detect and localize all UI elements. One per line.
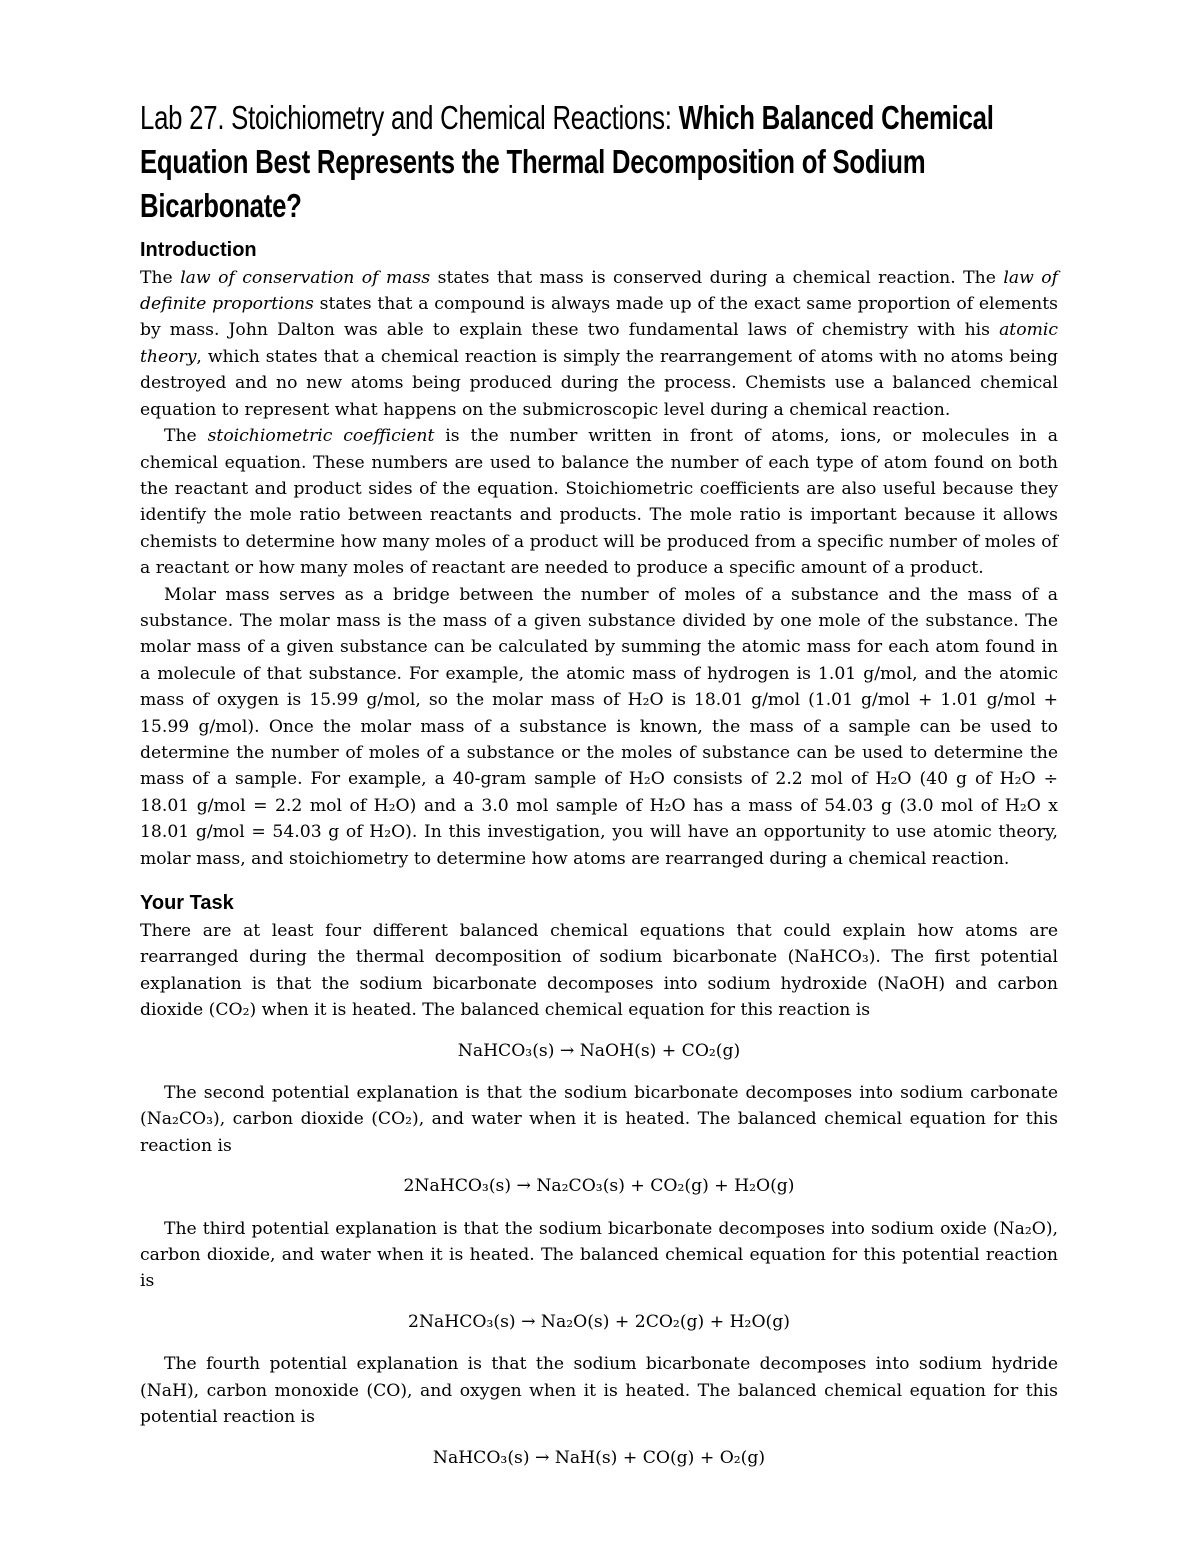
intro-paragraph-3: Molar mass serves as a bridge between the number of moles of a substance and the mass of a substance. The molar mass is the mass of a given substance divided by one mole of the substance. The molar mass of a given substance can be calculated by summing the atomic mass for each atom found in a molecule of that substance. For example, the atomic mass of hydrogen is 1.01 g/mol, and the atomic mass of oxygen is 15.99 g/mol, so the molar mass of H₂O is 18.01 g/mol (1.01 g/mol + 1.01 g/mol + 15.99 g/mol). Once the molar mass of a substance is known, the mass of a sample can be used to determine the number of moles of a substance or the moles of substance can be used to determine the mass of a sample. For example, a 40-gram sample of H₂O consists of 2.2 mol of H₂O (40 g of H₂O ÷ 18.01 g/mol = 2.2 mol of H₂O) and a 3.0 mol sample of H₂O has a mass of 54.03 g (3.0 mol of H₂O x 18.01 g/mol = 54.03 g of H₂O). In this investigation, you will have an opportunity to use atomic theory, molar mass, and stoichiometry to determine how atoms are rearranged during a chemical reaction. (140, 584, 1058, 869)
intro-paragraph-2: The stoichiometric coefficient is the number written in front of atoms, ions, or molecules in a chemical equation. These numbers are used to balance the number of each type of atom found on both the reactant and product sides of the equation. Stoichiometric coefficients are also useful because they identify the mole ratio between reactants and products. The mole ratio is important because it allows chemists to determine how many moles of a product will be produced from a specific number of moles of a reactant or how many moles of reactant are needed to produce a specific amount of a product. (140, 426, 1058, 579)
equation-3: 2NaHCO₃(s) → Na₂O(s) + 2CO₂(g) + H₂O(g) (408, 1311, 790, 1332)
title-question: Which Balanced Chemical Equation Best Represents the Thermal Decomposition of Sodium Bicarbonate? (140, 99, 994, 225)
term-law-of-definite-proportions: law of definite proportions (140, 267, 1058, 315)
task-paragraph-3: The third potential explanation is that the sodium bicarbonate decomposes into sodium oxide (Na₂O), carbon dioxide, and water when it is heated. The balanced chemical equation for this potential reaction is (140, 1218, 1058, 1292)
your-task-heading: Your Task (140, 892, 234, 914)
equation-2: 2NaHCO₃(s) → Na₂CO₃(s) + CO₂(g) + H₂O(g) (403, 1176, 795, 1197)
term-atomic-theory: atomic theory (140, 320, 1058, 367)
document-page (140, 96, 1058, 1487)
equation-4: NaHCO₃(s) → NaH(s) + CO(g) + O₂(g) (432, 1447, 766, 1468)
task-paragraph-4: The fourth potential explanation is that the sodium bicarbonate decomposes into sodium hydride (NaH), carbon monoxide (CO), and oxygen when it is heated. The balanced chemical equation for this potential reaction is (140, 1354, 1058, 1428)
page-title (140, 96, 1057, 229)
term-law-of-conservation-of-mass: law of conservation of mass (180, 267, 431, 288)
title-lab-label: Lab 27. Stoichiometry and Chemical Reactions: (140, 99, 672, 136)
task-paragraph-2: The second potential explanation is that the sodium bicarbonate decomposes into sodium carbonate (Na₂CO₃), carbon dioxide (CO₂), and water when it is heated. The balanced chemical equation for this reaction is (140, 1083, 1058, 1156)
introduction-heading: Introduction (140, 238, 257, 261)
term-stoichiometric-coefficient: stoichiometric coefficient (207, 426, 435, 447)
task-paragraph-1: There are at least four different balanced chemical equations that could explain how atoms are rearranged during the thermal decomposition of sodium bicarbonate (NaHCO₃). The first potential explanation is that the sodium bicarbonate decomposes into sodium hydroxide (NaOH) and carbon dioxide (CO₂) when it is heated. The balanced chemical equation for this reaction is (140, 921, 1058, 1021)
intro-paragraph-1: The law of conservation of mass states that mass is conserved during a chemical reaction. The law of definite proportions states that a compound is always made up of the exact same proportion of elements by mass. John Dalton was able to explain these two fundamental laws of chemistry with his atomic theory, which states that a chemical reaction is simply the rearrangement of atoms with no atoms being destroyed and no new atoms being produced during the process. Chemists use a balanced chemical equation to represent what happens on the submicroscopic level during a chemical reaction. (140, 267, 1058, 420)
equation-1: NaHCO₃(s) → NaOH(s) + CO₂(g) (457, 1040, 741, 1061)
